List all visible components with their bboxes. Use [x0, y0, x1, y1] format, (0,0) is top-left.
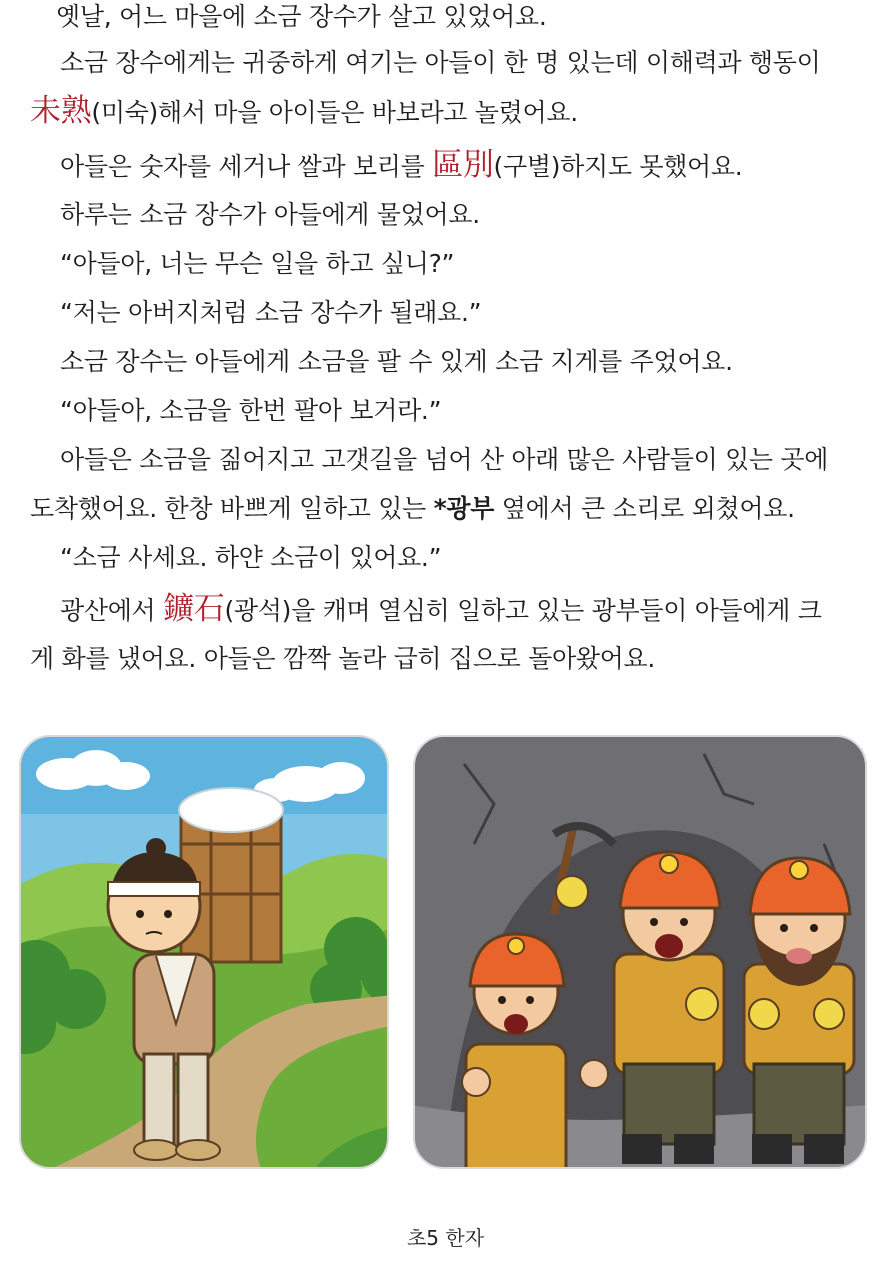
hanja-gwangseok: 鑛石	[163, 591, 225, 627]
paragraph-4: 하루는 소금 장수가 아들에게 물었어요.	[60, 200, 480, 229]
illustration-angry-miners	[404, 724, 880, 1180]
footnote-gwangbu: *광부	[433, 494, 495, 523]
paragraph-6: “저는 아버지처럼 소금 장수가 될래요.”	[60, 298, 482, 327]
paragraph-3	[60, 148, 742, 184]
paragraph-8: “아들아, 소금을 한번 팔아 보거라.”	[60, 396, 442, 425]
paragraph-9-pre: 도착했어요. 한창 바쁘게 일하고 있는	[30, 494, 434, 523]
paragraph-11-post: (광석)을 캐며 열심히 일하고 있는 광부들이 아들에게 크	[224, 596, 822, 625]
paragraph-11-pre: 광산에서	[60, 596, 164, 625]
illustration-salt-boy	[6, 724, 402, 1180]
paragraph-3-pre: 아들은 숫자를 세거나 쌀과 보리를	[60, 152, 433, 181]
paragraph-9-post: 옆에서 큰 소리로 외쳤어요.	[494, 494, 795, 523]
paragraph-3-post: (구별)하지도 못했어요.	[493, 152, 743, 181]
paragraph-2-line-2	[30, 94, 578, 130]
paragraph-1: 옛날, 어느 마을에 소금 장수가 살고 있었어요.	[56, 2, 547, 31]
paragraph-7: 소금 장수는 아들에게 소금을 팔 수 있게 소금 지게를 주었어요.	[60, 347, 733, 376]
page-footer: 초5 한자	[406, 1226, 485, 1250]
paragraph-5: “아들아, 너는 무슨 일을 하고 싶니?”	[60, 249, 455, 278]
hanja-misuk: 未熟	[30, 93, 92, 129]
hanja-gubyeol: 區別	[432, 147, 494, 183]
paragraph-10: “소금 사세요. 하얀 소금이 있어요.”	[60, 543, 442, 572]
paragraph-9-line-2	[30, 492, 795, 526]
paragraph-2-line-1: 소금 장수에게는 귀중하게 여기는 아들이 한 명 있는데 이해력과 행동이	[60, 48, 821, 77]
paragraph-11-line-2: 게 화를 냈어요. 아들은 깜짝 놀라 급히 집으로 돌아왔어요.	[30, 644, 656, 673]
paragraph-11-line-1	[60, 592, 822, 628]
paragraph-2-rest: (미숙)해서 마을 아이들은 바보라고 놀렸어요.	[91, 98, 578, 127]
paragraph-9-line-1: 아들은 소금을 짊어지고 고갯길을 넘어 산 아래 많은 사람들이 있는 곳에	[60, 445, 829, 474]
